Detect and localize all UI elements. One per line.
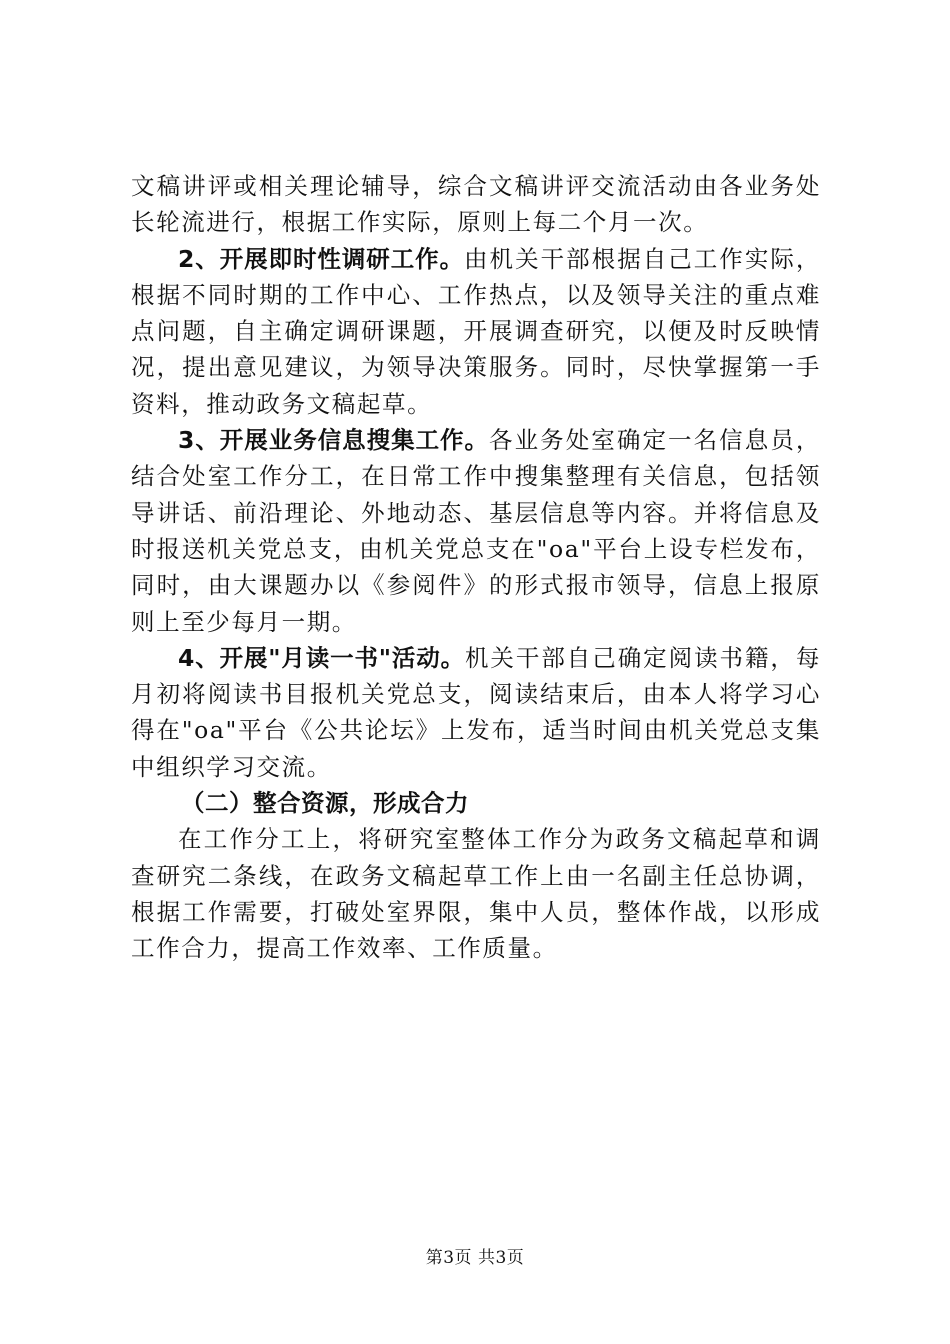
- paragraph-reading: [131, 640, 821, 785]
- paragraph-text: 机关干部自己确定阅读书籍，每月初将阅读书目报机关党总支，阅读结束后，由本人将学习心得在"oa"平台《公共论坛》上发布，适当时间由机关党总支集中组织学习交流。: [131, 643, 821, 781]
- section-heading: 2、开展即时性调研工作。: [178, 244, 465, 273]
- paragraph-division: [131, 821, 821, 966]
- paragraph-text: 文稿讲评或相关理论辅导，综合文稿讲评交流活动由各业务处长轮流进行，根据工作实际，原则上每二个月一次。: [131, 172, 821, 237]
- subsection-heading: （二）整合资源，形成合力: [181, 789, 469, 818]
- section-heading: 3、开展业务信息搜集工作。: [178, 426, 490, 455]
- subsection-title: [131, 785, 821, 821]
- paragraph-text: 各业务处室确定一名信息员，结合处室工作分工，在日常工作中搜集整理有关信息，包括领导讲话、前沿理论、外地动态、基层信息等内容。并将信息及时报送机关党总支，由机关党总支在"oa"平台上设专栏发布，同时，由大课题办以《参阅件》的形式报市领导，信息上报原则上至少每月一期。: [131, 426, 821, 636]
- section-heading: 4、开展"月读一书"活动。: [178, 643, 465, 672]
- paragraph-text: 由机关干部根据自己工作实际，根据不同时期的工作中心、工作热点，以及领导关注的重点难点问题，自主确定调研课题，开展调查研究，以便及时反映情况，提出意见建议，为领导决策服务。同时，尽快掌握第一手资料，推动政务文稿起草。: [131, 244, 821, 418]
- document-body: [131, 168, 821, 967]
- paragraph-information: [131, 422, 821, 640]
- page-number: 第3页 共3页: [425, 1248, 525, 1268]
- paragraph-text: 在工作分工上，将研究室整体工作分为政务文稿起草和调查研究二条线，在政务文稿起草工作上由一名副主任总协调，根据工作需要，打破处室界限，集中人员，整体作战，以形成工作合力，提高工作效率、工作质量。: [131, 825, 821, 963]
- paragraph-research: [131, 241, 821, 422]
- paragraph-continuation: [131, 168, 821, 241]
